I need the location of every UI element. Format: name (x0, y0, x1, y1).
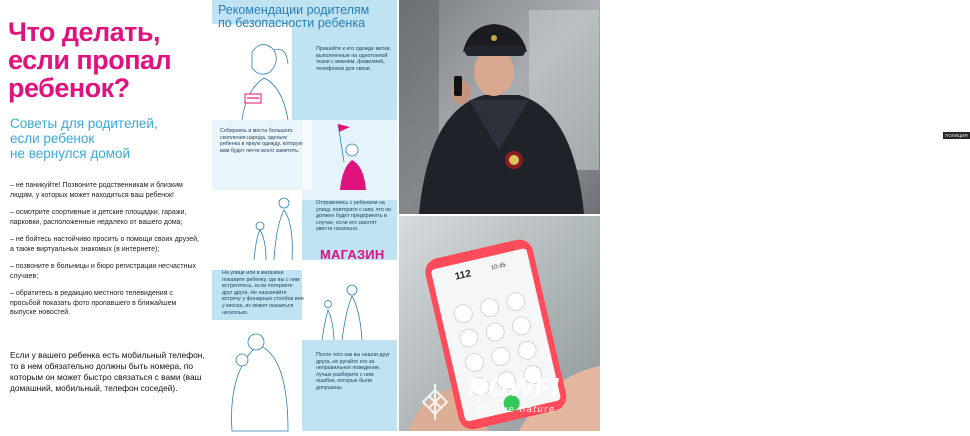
subtitle-line: не вернулся домой (10, 146, 131, 161)
tip-item: – осмотрите спортивные и детские площадки, гаражи, парковки, расположенные недалеко от вашего дома; (10, 209, 187, 226)
tip-item: – обратитесь в редакцию местного телевидения с просьбой показать фото пропавшего в ближайшем выпуске новостей. (10, 290, 177, 316)
panel-shape (212, 24, 292, 120)
safety-infographic (212, 0, 397, 431)
dialed-number: 112 (453, 268, 473, 283)
infographic-title-line: по безопасности ребенка (218, 16, 366, 30)
police-badge-text: ПОЛИЦИЯ (945, 133, 968, 138)
headline (8, 18, 204, 102)
panel-shape (302, 260, 397, 340)
subtitle-line: если ребенок (10, 131, 95, 146)
headline-line: если пропал (8, 45, 172, 75)
police-officer-photo (399, 0, 968, 214)
headline-line: Что делать, (8, 17, 160, 47)
infographic-title-line: Рекомендации родителям (218, 3, 370, 17)
watermark-name: NOWFI (468, 372, 560, 402)
phone-clock: 10:45 (490, 262, 507, 272)
tip-item: – позвоните в больницы и бюро регистрации несчастных случаев; (10, 263, 197, 280)
infographic-tip: На улице или в магазине покажите ребенку, где вы с ним встретитесь, если потеряете друг друга. Не назначайте встречу у фонарных столбов или у киоска, их может оказаться несколько. (222, 270, 304, 316)
tip-item: – не бойтесь настойчиво просить о помощи своих друзей, а также виртуальных знакомых (в интернете); (10, 236, 199, 253)
police-officer-image (399, 0, 600, 214)
advice-panel (0, 0, 212, 431)
tips-list (8, 181, 204, 318)
infographic-title (218, 4, 369, 30)
infographic-tip: Отправляясь с ребенком на улицу, повторите с ним, что он должен будет предпринять в случае, если его захотят увести насильно. (316, 200, 392, 233)
watermark-tagline: survive nature (475, 404, 556, 415)
mobile-phone-note: Если у вашего ребенка есть мобильный телефон, то в нем обязательно должны быть номера, по которым он может быстро связаться с вами (ваш домашний, мобильный, телефон соседей). (10, 350, 205, 393)
infographic-tip: После того как вы нашли друг друга, не ругайте его за неправильное поведение, лучше разберите с ним ошибки, которые были допущены. (316, 352, 390, 391)
infographic-tip: Собираясь в места большого скопления народа, оденьте ребенка в яркую одежду, которую вам будет легче всего заметить. (220, 128, 303, 154)
tip-item: – не паникуйте! Позвоните родственникам и близким людям, у которых может находиться ваш ребенок! (10, 182, 183, 199)
subtitle-line: Советы для родителей, (10, 116, 158, 131)
subtitle (8, 116, 204, 161)
shop-sign: МАГАЗИН (320, 247, 385, 262)
headline-line: ребенок? (8, 73, 130, 103)
infographic-tip: Пришейте к его одежде метки, выполненные на однотонной ткани с именем, фамилией, телефоном для связи. (316, 46, 392, 72)
